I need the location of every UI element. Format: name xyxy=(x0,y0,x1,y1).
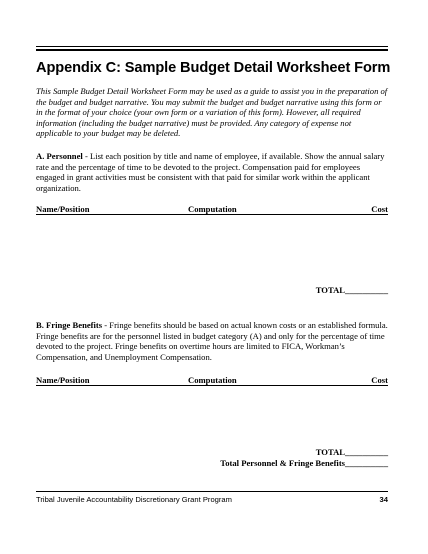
fringe-total-field[interactable]: TOTAL__________ xyxy=(315,447,388,457)
personnel-total-field[interactable]: TOTAL__________ xyxy=(315,285,388,295)
fringe-benefits-paragraph xyxy=(36,320,388,362)
fringe-header-rule xyxy=(36,385,388,386)
footer-rule xyxy=(36,491,388,492)
personnel-header-rule xyxy=(36,214,388,215)
page-title: Appendix C: Sample Budget Detail Worksheet Form xyxy=(36,60,391,76)
column-header-cost: Cost xyxy=(371,375,388,385)
header-rule-thick xyxy=(36,49,388,51)
page-number: 34 xyxy=(379,495,388,504)
column-header-name-position: Name/Position xyxy=(36,375,90,385)
personnel-text: - List each position by title and name of employee, if available. Show the annual salary rate and the percentage of time to be devoted to the project. Compensation paid for employees engaged in grant activities must be consistent with that paid for similar work within the applicant organization. xyxy=(36,151,385,193)
column-header-computation: Computation xyxy=(188,375,237,385)
intro-paragraph: This Sample Budget Detail Worksheet Form may be used as a guide to assist you in the preparation of the budget and budget narrative. You may submit the budget and budget narrative using this form or in the format of your choice (your own form or a variation of this form). However, all required information (including the budget narrative) must be provided. Any category of expense not applicable to your budget may be deleted. xyxy=(36,86,388,139)
footer-program-name: Tribal Juvenile Accountability Discretionary Grant Program xyxy=(36,495,232,504)
fringe-benefits-text: - Fringe benefits should be based on actual known costs or an established formula. Fringe benefits are for the personnel listed in budget category (A) and only for the percentage of time devoted to the project. Fringe benefits on overtime hours are limited to FICA, Workman’s Compensation, and Unemployment Compensation. xyxy=(36,320,388,362)
column-header-computation: Computation xyxy=(188,204,237,214)
column-header-name-position: Name/Position xyxy=(36,204,90,214)
personnel-heading: A. Personnel xyxy=(36,151,83,161)
column-header-cost: Cost xyxy=(371,204,388,214)
personnel-paragraph xyxy=(36,151,388,193)
header-rule-thin xyxy=(36,46,388,47)
personnel-fringe-total-field[interactable]: Total Personnel & Fringe Benefits__________ xyxy=(220,458,388,468)
fringe-benefits-heading: B. Fringe Benefits xyxy=(36,320,103,330)
